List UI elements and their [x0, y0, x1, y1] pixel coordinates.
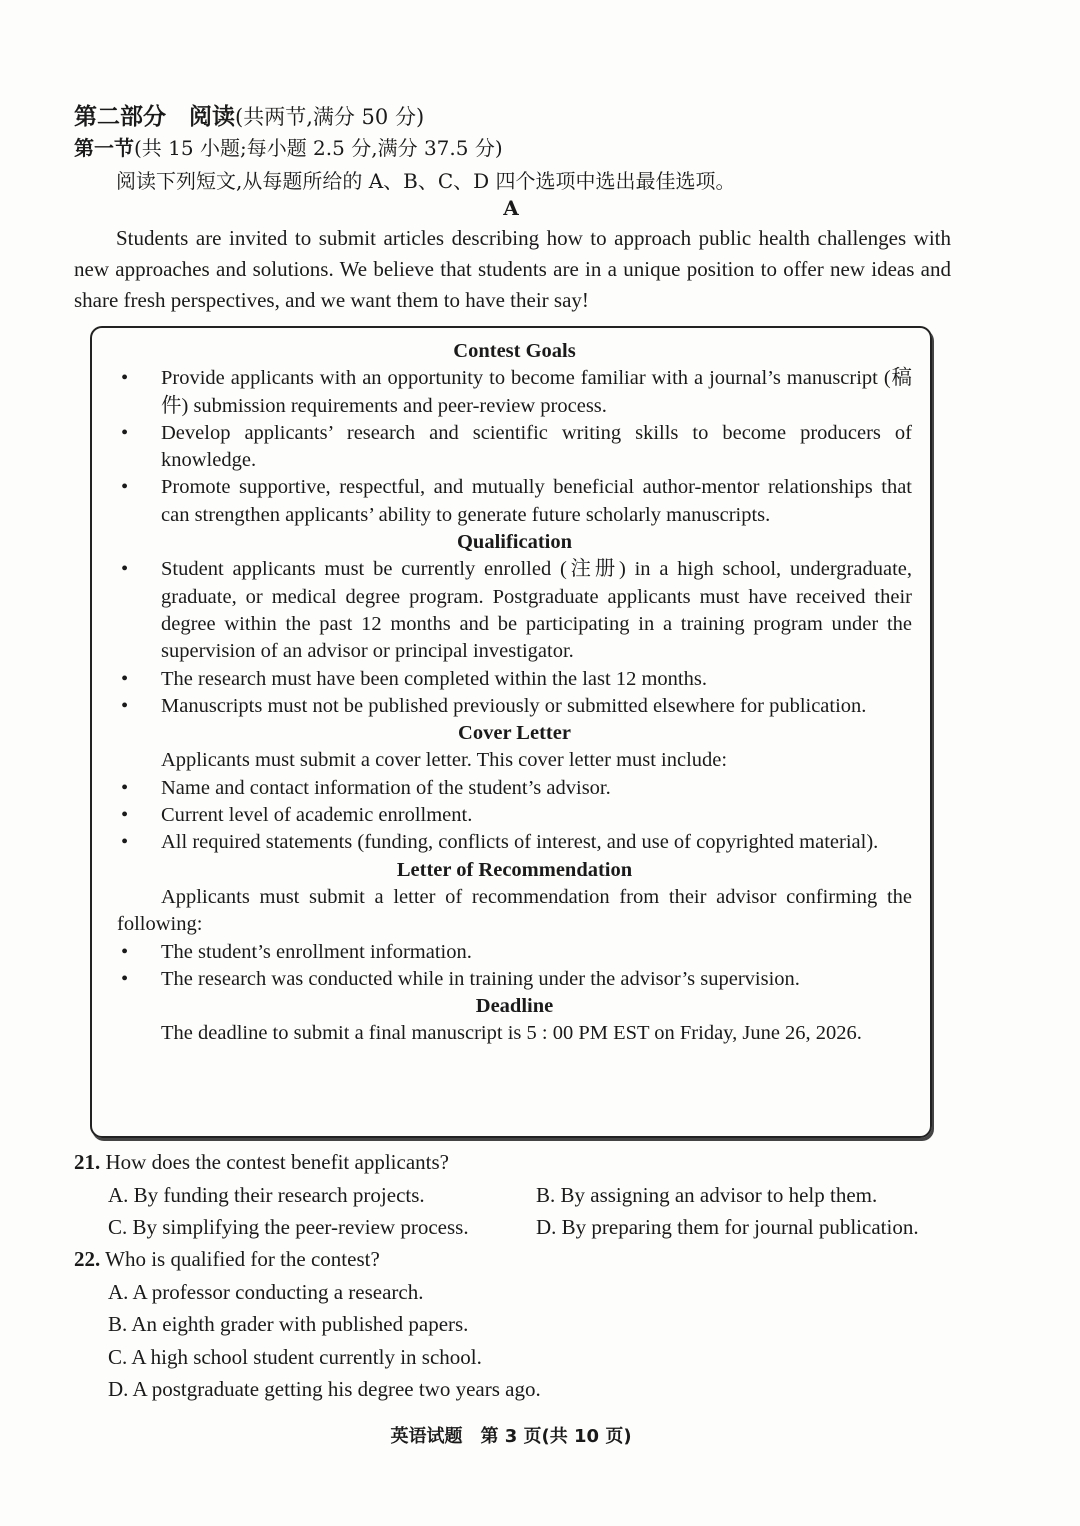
cover-letter-list [117, 775, 912, 857]
option-22-c[interactable]: C. A high school student currently in school. [108, 1345, 482, 1369]
contest-goals-list [117, 365, 912, 529]
contest-info-box [90, 326, 932, 1138]
question-22 [74, 1247, 380, 1272]
qualification-list [117, 556, 912, 720]
deadline-heading: Deadline [475, 995, 554, 1018]
list-item: • The student’s enrollment information. [117, 939, 912, 966]
list-item: • The research was conducted while in training under the advisor’s supervision. [117, 966, 912, 993]
bullet-icon: • [121, 694, 129, 717]
contest-goals-heading: Contest Goals [453, 340, 576, 362]
option-22-b[interactable]: B. An eighth grader with published papers. [108, 1312, 469, 1336]
passage-letter: A [503, 196, 519, 220]
option-22-a[interactable]: A. A professor conducting a research. [108, 1280, 424, 1304]
bullet-icon: • [121, 476, 129, 499]
list-item: • Promote supportive, respectful, and mutually beneficial author-mentor relationships that can strengthen applicants’ ability to generate future scholarly manuscripts. [121, 476, 912, 526]
list-item: • Name and contact information of the student’s advisor. [117, 775, 912, 802]
option-22-d[interactable]: D. A postgraduate getting his degree two years ago. [108, 1377, 541, 1401]
question-number: 22. [74, 1247, 101, 1271]
part-note: (共两节,满分 50 分) [235, 105, 425, 129]
question-number: 21. [74, 1150, 101, 1174]
list-item: • Manuscripts must not be published previously or submitted elsewhere for publication. [117, 693, 912, 720]
part-title: 第二部分 阅读 [74, 104, 235, 130]
bullet-icon: • [121, 804, 129, 827]
qualification-heading: Qualification [456, 531, 573, 554]
bullet-icon: • [121, 421, 129, 444]
list-item: • Develop applicants’ research and scientific writing skills to become producers of knowledge. [121, 421, 912, 472]
question-stem: Who is qualified for the contest? [105, 1247, 380, 1271]
list-item: • Current level of academic enrollment. [117, 802, 912, 829]
bullet-icon: • [121, 667, 129, 690]
bullet-icon: • [121, 558, 129, 581]
page-footer: 英语试题 第 3 页(共 10 页) [390, 1426, 632, 1447]
question-stem: How does the contest benefit applicants? [105, 1150, 449, 1174]
part-heading [74, 98, 424, 131]
cover-letter-heading: Cover Letter [458, 722, 571, 745]
list-item: • Student applicants must be currently enrolled (注册) in a high school, undergraduate, graduate, or medical degree program. Postgraduate applicants must have received their degree within the past 12 months and be participating in a training program under the supervision of an advisor or principal investigator. [121, 558, 912, 663]
option-21-b[interactable]: B. By assigning an advisor to help them. [536, 1183, 878, 1207]
option-21-c[interactable]: C. By simplifying the peer-review process. [108, 1215, 469, 1239]
cover-letter-lead: Applicants must submit a cover letter. This cover letter must include: [161, 749, 728, 772]
list-item: • Provide applicants with an opportunity to become familiar with a journal’s manuscript (稿件) submission requirements and peer-review process. [121, 367, 912, 417]
bullet-icon: • [121, 967, 129, 990]
list-item: • The research must have been completed within the last 12 months. [117, 666, 912, 693]
bullet-icon: • [121, 831, 129, 854]
option-21-a[interactable]: A. By funding their research projects. [108, 1183, 425, 1207]
passage-intro: Students are invited to submit articles describing how to approach public health challenges with new approaches and solutions. We believe that students are in a unique position to offer new ideas and share fresh perspectives, and we want them to have their say! [74, 226, 951, 312]
bullet-icon: • [121, 776, 129, 799]
section-heading [74, 132, 503, 161]
deadline-text: The deadline to submit a final manuscript is 5 : 00 PM EST on Friday, June 26, 2026. [161, 1022, 862, 1045]
question-21 [74, 1150, 449, 1175]
recommendation-list [117, 939, 912, 994]
recommendation-heading: Letter of Recommendation [396, 858, 633, 881]
list-item: • All required statements (funding, conflicts of interest, and use of copyrighted material). [117, 829, 912, 856]
section-title: 第一节 [74, 136, 134, 160]
bullet-icon: • [121, 367, 129, 390]
recommendation-lead: Applicants must submit a letter of recommendation from their advisor confirming the following: [117, 885, 912, 936]
option-21-d[interactable]: D. By preparing them for journal publication. [536, 1215, 919, 1239]
bullet-icon: • [121, 940, 129, 963]
section-note: (共 15 小题;每小题 2.5 分,满分 37.5 分) [134, 136, 503, 160]
reading-instruction: 阅读下列短文,从每题所给的 A、B、C、D 四个选项中选出最佳选项。 [116, 169, 736, 193]
